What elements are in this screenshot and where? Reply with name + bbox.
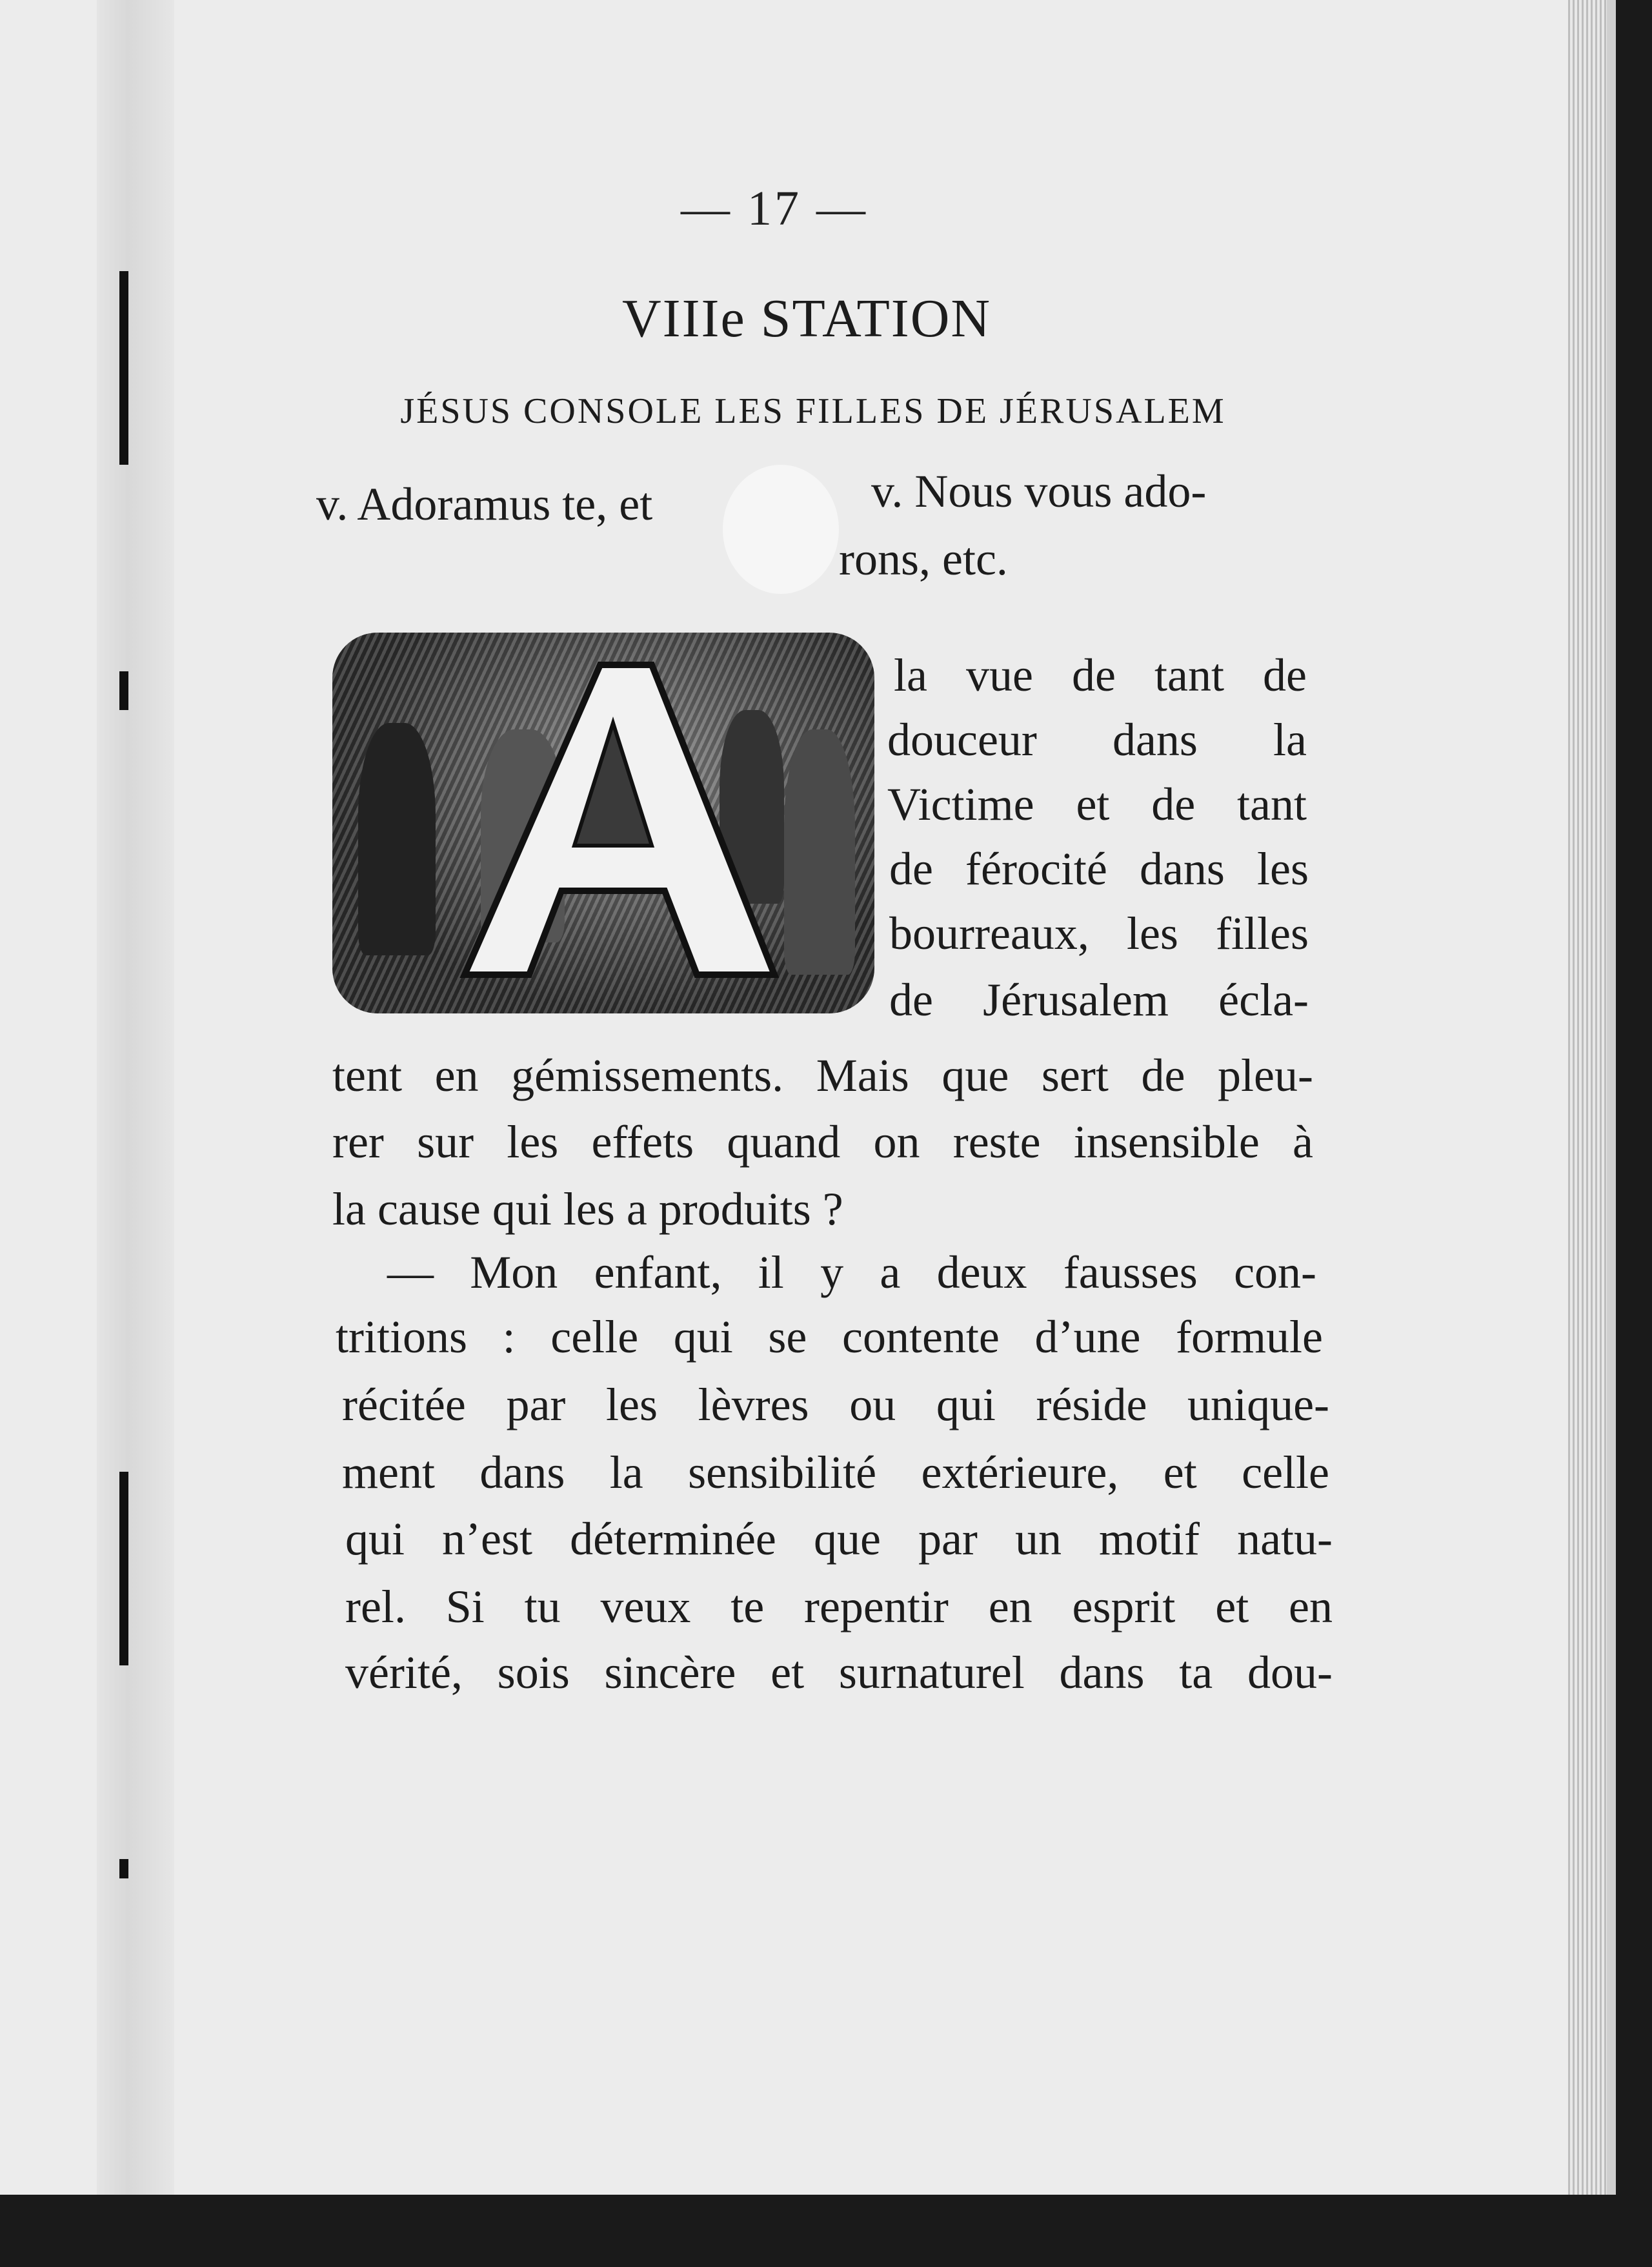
body-line: qui n’est déterminée que par un motif natu- [345,1513,1333,1565]
page-number: — 17 — [681,181,868,236]
station-title: VIIIe STATION [621,289,992,349]
engraving-figure [358,723,436,955]
body-line: tent en gémissements. Mais que sert de pleu- [332,1050,1313,1101]
versicle-french-line2: rons, etc. [839,533,1008,585]
binding-stitch [119,1472,128,1665]
wrapped-line: bourreaux, les filles [889,908,1309,959]
versicle-latin: v. Adoramus te, et [316,478,653,530]
drop-cap-letter [452,652,787,988]
binding-stitch [119,271,128,465]
body-line: rel. Si tu veux te repentir en esprit et en [345,1581,1333,1632]
versicle-french-line1: v. Nous vous ado- [871,465,1207,517]
body-line: — Mon enfant, il y a deux fausses con- [387,1246,1316,1298]
wrapped-line: douceur dans la [887,714,1307,766]
page-edges [1568,0,1607,2195]
binding-gutter [97,0,174,2195]
engraving-figure [784,729,855,975]
binding-stitch [119,1859,128,1878]
body-line: tritions : celle qui se contente d’une formule [336,1311,1323,1363]
station-subtitle: JÉSUS CONSOLE LES FILLES DE JÉRUSALEM [400,391,1226,431]
body-line: la cause qui les a produits ? [332,1183,843,1235]
wrapped-line: de férocité dans les [889,843,1309,895]
wrapped-line: la vue de tant de [894,649,1307,701]
body-line: vérité, sois sincère et surnaturel dans ta dou- [345,1647,1333,1698]
paper-blot [723,465,839,594]
body-line: rer sur les effets quand on reste insensible à [332,1116,1313,1168]
binding-stitch [119,671,128,710]
body-line: récitée par les lèvres ou qui réside unique- [342,1379,1329,1430]
body-line: ment dans la sensibilité extérieure, et celle [342,1447,1329,1498]
wrapped-line: Victime et de tant [887,778,1307,830]
wrapped-line: de Jérusalem écla- [889,974,1309,1026]
